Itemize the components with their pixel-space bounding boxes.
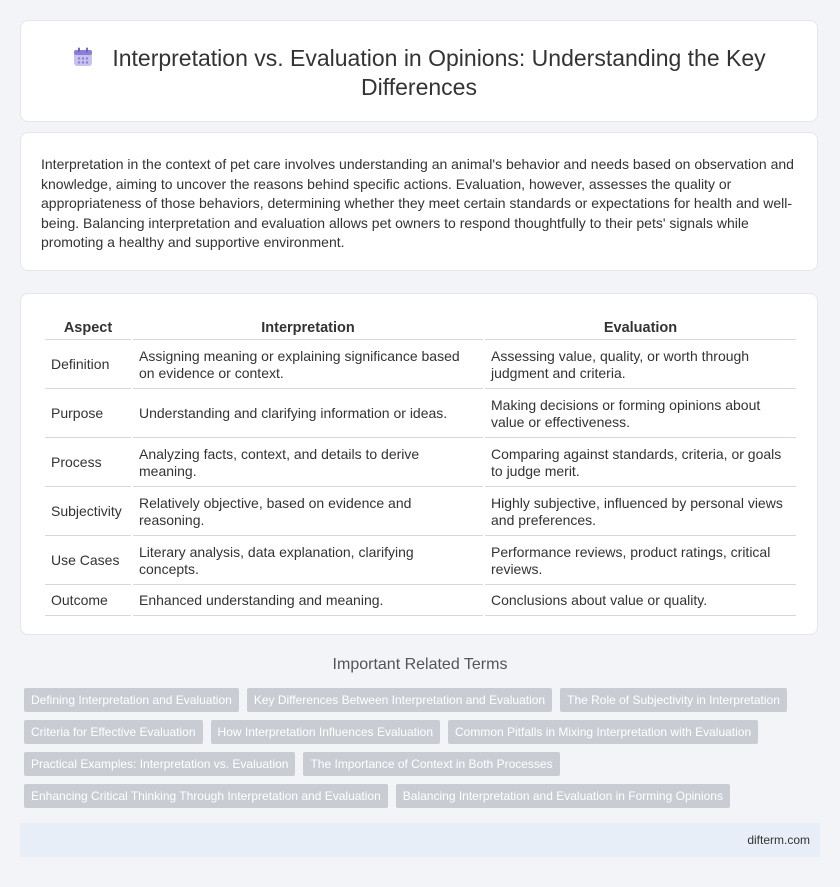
related-term-tag[interactable]: The Role of Subjectivity in Interpretation — [560, 688, 787, 712]
table-header-row — [45, 316, 796, 340]
interpretation-cell: Enhanced understanding and meaning. — [133, 585, 483, 616]
page-title: Interpretation vs. Evaluation in Opinions: Understanding the Key Differences — [112, 45, 766, 100]
footer-site-link[interactable]: difterm.com — [747, 833, 810, 847]
table-row — [45, 389, 796, 438]
table-row — [45, 585, 796, 616]
related-term-tag[interactable]: Criteria for Effective Evaluation — [24, 720, 203, 744]
related-term-tag[interactable]: Enhancing Critical Thinking Through Interpretation and Evaluation — [24, 784, 388, 808]
footer — [20, 823, 820, 857]
evaluation-cell: Highly subjective, influenced by personal views and preferences. — [485, 487, 796, 536]
intro-card — [20, 132, 818, 271]
interpretation-cell: Understanding and clarifying information or ideas. — [133, 389, 483, 438]
related-term-tag[interactable]: Practical Examples: Interpretation vs. Evaluation — [24, 752, 295, 776]
aspect-cell: Process — [45, 438, 131, 487]
title-wrap — [21, 44, 817, 102]
interpretation-cell: Relatively objective, based on evidence and reasoning. — [133, 487, 483, 536]
evaluation-cell: Making decisions or forming opinions about value or effectiveness. — [485, 389, 796, 438]
evaluation-cell: Comparing against standards, criteria, or goals to judge merit. — [485, 438, 796, 487]
calendar-icon — [72, 46, 94, 68]
aspect-cell: Outcome — [45, 585, 131, 616]
aspect-cell: Subjectivity — [45, 487, 131, 536]
related-term-tag[interactable]: Common Pitfalls in Mixing Interpretation with Evaluation — [448, 720, 758, 744]
header-aspect: Aspect — [45, 316, 131, 340]
related-terms-title: Important Related Terms — [332, 656, 508, 673]
related-terms-list — [20, 688, 800, 816]
related-term-tag[interactable]: Key Differences Between Interpretation and Evaluation — [247, 688, 552, 712]
header-evaluation: Evaluation — [485, 316, 796, 340]
intro-paragraph: Interpretation in the context of pet care involves understanding an animal's behavior and needs based on observation and knowledge, aiming to uncover the reasons behind specific actions. Evaluation, however, assesses the quality or appropriateness of those behaviors, determining whether they meet certain standards or expectations for health and well-being. Balancing interpretation and evaluation allows pet owners to respond thoughtfully to their pets' signals while promoting a healthy and supportive environment. — [41, 156, 794, 251]
comparison-card — [20, 293, 818, 635]
related-term-tag[interactable]: How Interpretation Influences Evaluation — [211, 720, 440, 744]
evaluation-cell: Assessing value, quality, or worth through judgment and criteria. — [485, 340, 796, 389]
aspect-cell: Purpose — [45, 389, 131, 438]
aspect-cell: Use Cases — [45, 536, 131, 585]
evaluation-cell: Performance reviews, product ratings, critical reviews. — [485, 536, 796, 585]
table-row — [45, 340, 796, 389]
table-row — [45, 438, 796, 487]
related-term-tag[interactable]: Balancing Interpretation and Evaluation in Forming Opinions — [396, 784, 730, 808]
related-term-tag[interactable]: Defining Interpretation and Evaluation — [24, 688, 239, 712]
interpretation-cell: Analyzing facts, context, and details to derive meaning. — [133, 438, 483, 487]
header-interpretation: Interpretation — [133, 316, 483, 340]
title-card — [20, 20, 818, 122]
table-row — [45, 487, 796, 536]
comparison-table — [43, 316, 798, 616]
interpretation-cell: Literary analysis, data explanation, clarifying concepts. — [133, 536, 483, 585]
interpretation-cell: Assigning meaning or explaining significance based on evidence or context. — [133, 340, 483, 389]
related-term-tag[interactable]: The Importance of Context in Both Processes — [303, 752, 559, 776]
table-row — [45, 536, 796, 585]
evaluation-cell: Conclusions about value or quality. — [485, 585, 796, 616]
aspect-cell: Definition — [45, 340, 131, 389]
